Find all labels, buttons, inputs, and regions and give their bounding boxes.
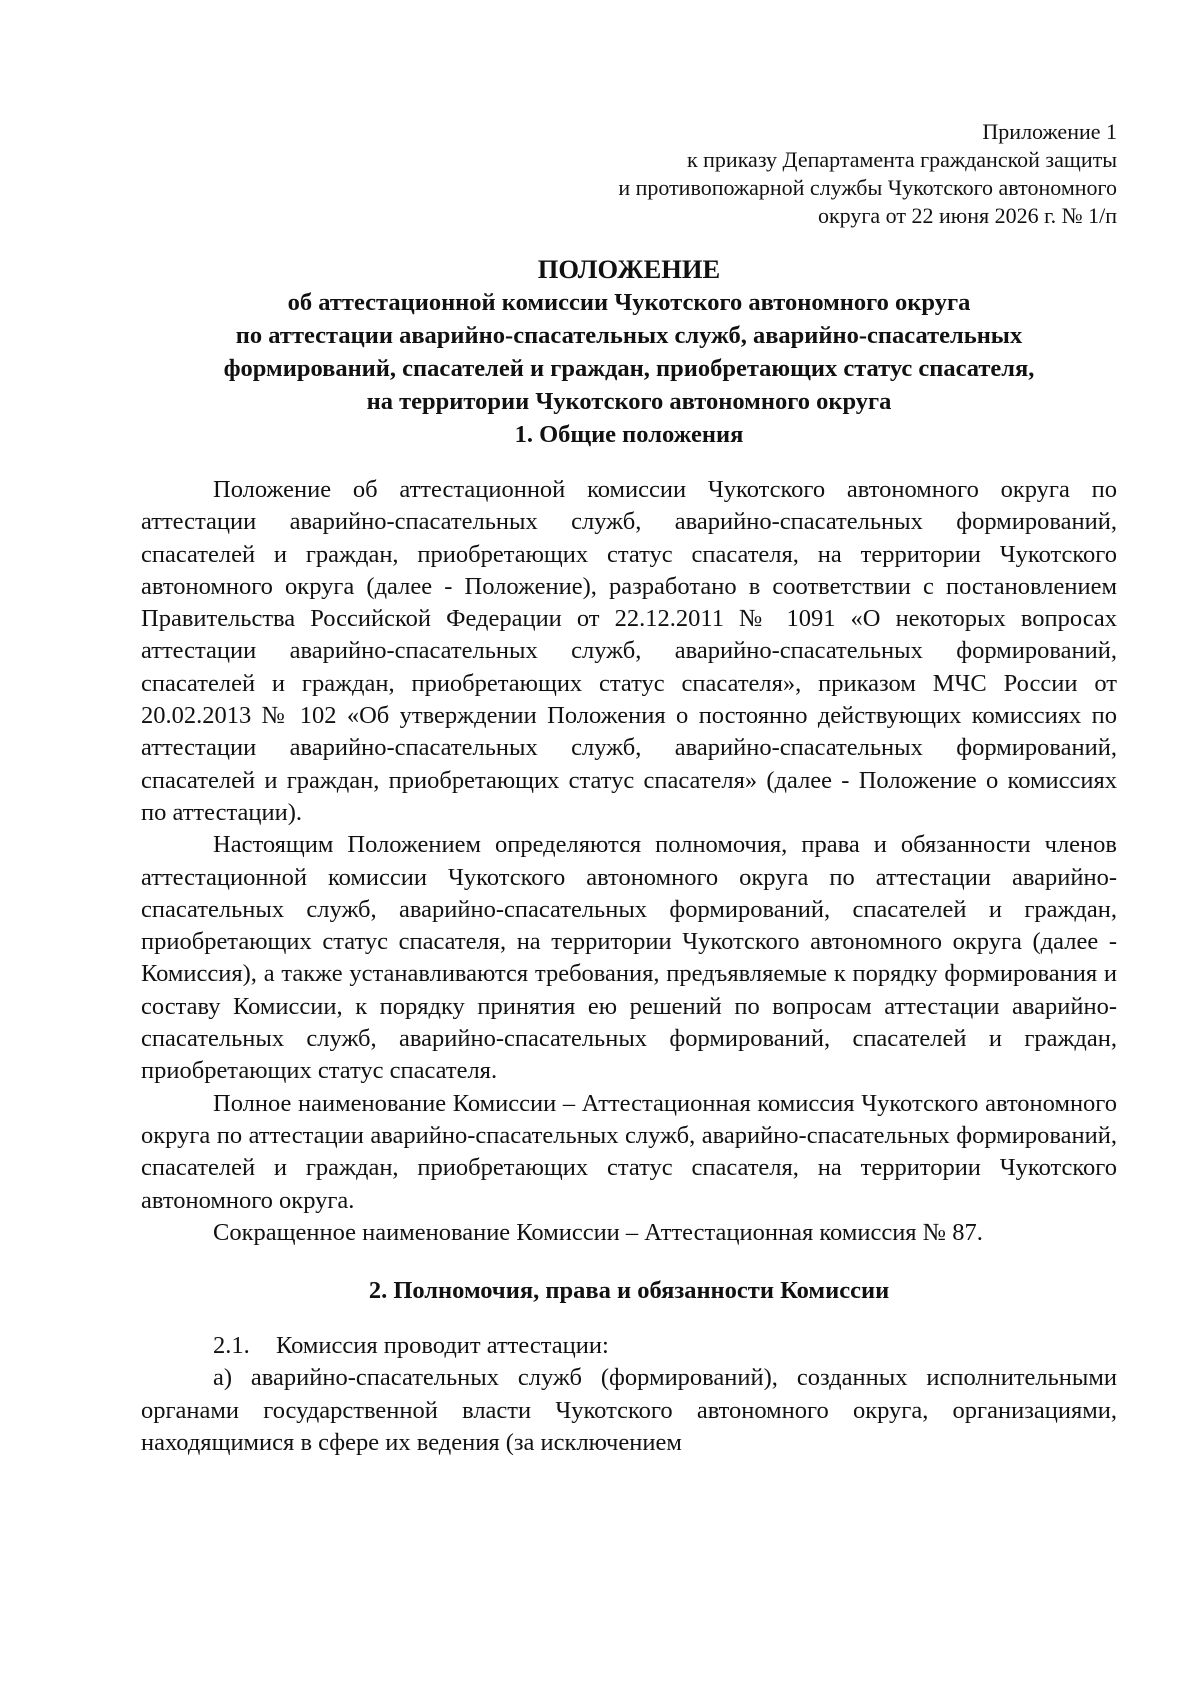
document-title [141,252,1117,418]
section-1-body [141,474,1117,1249]
clause-2-1-subitem-a: а) аварийно-спасательных служб (формирований), созданных исполнительными органами государственной власти Чукотского автономного округа, организациями, находящимися в сфере их ведения (за исключением [141,1364,1117,1456]
section-2-heading: 2. Полномочия, права и обязанности Комиссии [368,1277,890,1304]
section-2-body [141,1330,1117,1459]
clause-2-1-text: Комиссия проводит аттестации: [276,1332,609,1359]
title-line-4: на территории Чукотского автономного округа [366,388,892,415]
title-line-2: по аттестации аварийно-спасательных служб, аварийно-спасательных [235,322,1023,349]
section-1-paragraph-1: Положение об аттестационной комиссии Чукотского автономного округа по аттестации аварийно-спасательных служб, аварийно-спасательных формирований, спасателей и граждан, приобретающих статус спасателя, на территории Чукотского автономного округа (далее - Положение), разработано в соответствии с постановлением Правительства Российской Федерации от 22.12.2011 № 1091 «О некоторых вопросах аттестации аварийно-спасательных служб, аварийно-спасательных формирований, спасателей и граждан, приобретающих статус спасателя», приказом МЧС России от 20.02.2013 № 102 «Об утверждении Положения о постоянно действующих комиссиях по аттестации аварийно-спасательных служб, аварийно-спасательных формирований, спасателей и граждан, приобретающих статус спасателя» (далее - Положение о комиссиях по аттестации). [141,476,1117,826]
title-line-1: об аттестационной комиссии Чукотского автономного округа [287,289,971,316]
clause-2-1 [141,1330,1117,1362]
title-line-3: формирований, спасателей и граждан, приобретающих статус спасателя, [223,355,1035,382]
clause-2-1-number: 2.1. [213,1332,250,1359]
section-1-paragraph-4: Сокращенное наименование Комиссии – Аттестационная комиссия № 87. [213,1218,983,1246]
title-main: ПОЛОЖЕНИЕ [537,254,721,284]
appendix-header [618,118,1117,230]
section-1-heading: 1. Общие положения [514,421,744,448]
appendix-line-4: округа от 22 июня 2026 г. № 1/п [817,203,1117,228]
appendix-line-2: к приказу Департамента гражданской защиты [686,147,1117,172]
section-1-paragraph-2: Настоящим Положением определяются полномочия, права и обязанности членов аттестационной комиссии Чукотского автономного округа по аттестации аварийно-спасательных служб, аварийно-спасательных формирований, спасателей и граждан, приобретающих статус спасателя, на территории Чукотского автономного округа (далее - Комиссия), а также устанавливаются требования, предъявляемые к порядку формирования и составу Комиссии, к порядку принятия ею решений по вопросам аттестации аварийно-спасательных служб, аварийно-спасательных формирований, спасателей и граждан, приобретающих статус спасателя. [141,831,1117,1085]
section-1-paragraph-3: Полное наименование Комиссии – Аттестационная комиссия Чукотского автономного округа по аттестации аварийно-спасательных служб, аварийно-спасательных формирований, спасателей и граждан, приобретающих статус спасателя, на территории Чукотского автономного округа. [141,1089,1117,1214]
appendix-line-3: и противопожарной службы Чукотского автономного [618,175,1117,200]
appendix-line-1: Приложение 1 [982,119,1117,144]
